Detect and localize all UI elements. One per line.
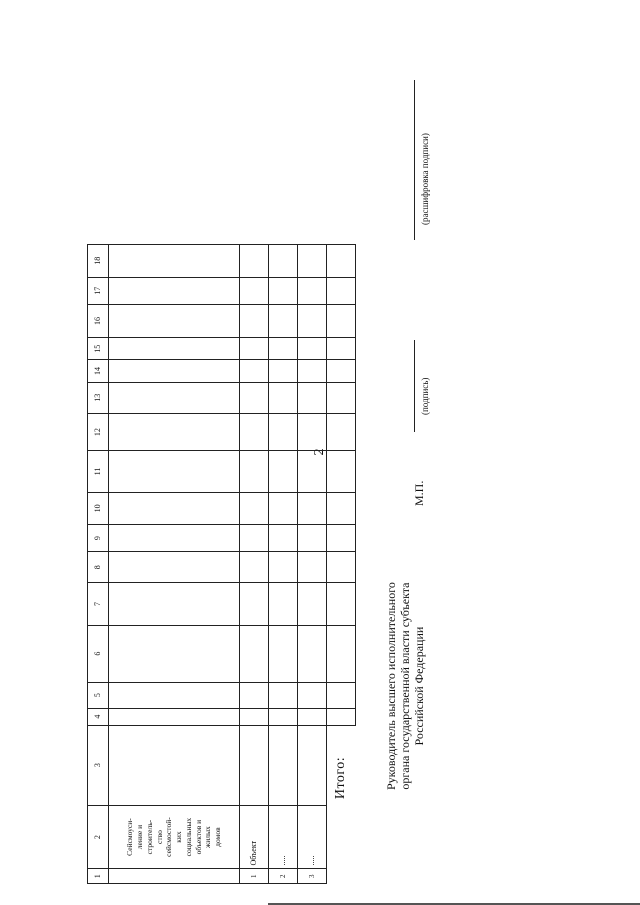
table-cell [269,382,298,413]
table-cell [327,492,356,524]
column-number: 4 [88,708,109,725]
table-cell [240,492,269,524]
table-cell [109,360,240,382]
table-cell [240,304,269,337]
table-row [240,245,269,884]
table-cell [109,625,240,682]
table-cell [240,277,269,304]
table-cell [298,304,327,337]
table-cell [109,725,240,805]
column-number: 12 [88,413,109,451]
table-cell [109,869,240,884]
table-cell [240,413,269,451]
table-cell [298,492,327,524]
table-cell [269,360,298,382]
table-cell [298,625,327,682]
table-cell [269,338,298,360]
signature-line [414,340,415,432]
table-row [298,245,327,884]
table-cell [298,382,327,413]
description-line: объектов и [193,819,203,855]
table-cell [327,552,356,583]
column-number: 9 [88,525,109,552]
table-cell [269,525,298,552]
table-cell [327,869,356,884]
column-number: 17 [88,277,109,304]
table-cell [240,583,269,625]
row-number: 3 [298,869,327,884]
column-number: 8 [88,552,109,583]
column-number: 14 [88,360,109,382]
table-cell [298,360,327,382]
column-number: 16 [88,304,109,337]
table-cell [109,492,240,524]
total-row [327,245,356,884]
table-cell [269,682,298,708]
table-cell [298,708,327,725]
table-cell [327,682,356,708]
table-cell [269,492,298,524]
description-line: ких [174,831,183,843]
table-cell [109,451,240,492]
table-cell [327,583,356,625]
description-row [109,245,240,884]
column-number: 11 [88,451,109,492]
table-cell [298,448,327,492]
column-number: 10 [88,492,109,524]
column-number: 6 [88,625,109,682]
table-cell [327,304,356,337]
table-cell [298,245,327,278]
table-cell [298,525,327,552]
table-cell [327,360,356,382]
table-row [269,245,298,884]
table-cell [269,583,298,625]
table-cell [109,583,240,625]
table-cell [327,525,356,552]
row-number: 1 [240,869,269,884]
table-cell [269,625,298,682]
table-cell [240,682,269,708]
table-cell [269,277,298,304]
description-line: домов [213,827,222,847]
table-cell [240,451,269,492]
description-line: жилых [203,826,213,848]
table-cell [240,382,269,413]
table-cell [327,245,356,278]
column-2-description [109,805,240,869]
table-cell [327,382,356,413]
total-label: Итого: [327,725,356,805]
table-cell [240,552,269,583]
table-cell [109,525,240,552]
column-number: 3 [88,725,109,805]
signature-decoding-caption: (расшифровка подписи) [420,133,430,225]
table-cell [298,725,327,805]
column-number: 7 [88,583,109,625]
description-line: строитель- [144,819,154,855]
table-cell [269,451,298,492]
column-number: 18 [88,245,109,278]
table-cell [240,708,269,725]
table-cell [109,552,240,583]
table-cell [298,338,327,360]
report-table [87,244,356,884]
table-cell [269,245,298,278]
column-number: 5 [88,682,109,708]
table-cell [269,304,298,337]
signature-decoding-line [414,80,415,240]
official-title-line: Российской Федерации [412,626,426,746]
row-label: ..... [298,805,327,869]
description-line: ство [154,830,164,844]
table-cell [298,413,327,451]
table-cell [240,625,269,682]
official-title-line: Руководитель высшего исполнительного [384,582,398,790]
table-cell [109,682,240,708]
table-cell [269,725,298,805]
table-cell [109,245,240,278]
row-label: ..... [269,805,298,869]
table-cell [109,304,240,337]
description-line: Сейсмоуси- [125,818,135,856]
row-label: Объект [240,805,269,869]
table-cell [269,413,298,451]
table-cell [327,413,356,451]
report-table-container [87,244,356,884]
column-number: 1 [88,869,109,884]
table-cell [327,805,356,869]
table-cell [327,708,356,725]
table-cell [240,360,269,382]
table-cell [298,682,327,708]
description-line: сейсмостой- [164,817,174,857]
column-number: 13 [88,382,109,413]
description-line: социальных [183,817,193,857]
page-number: 2 [312,448,327,456]
table-cell [269,708,298,725]
table-cell [240,725,269,805]
table-cell [298,552,327,583]
signature-caption: (подпись) [420,377,430,415]
official-title [384,582,426,790]
table-cell [298,277,327,304]
table-cell [109,277,240,304]
column-number: 2 [88,805,109,869]
table-cell [327,338,356,360]
table-cell [240,245,269,278]
column-number-row [88,245,109,884]
table-cell [327,451,356,492]
table-cell [240,338,269,360]
table-cell [327,277,356,304]
table-cell [109,338,240,360]
stamp-placeholder: М.П. [412,480,426,506]
table-cell [269,552,298,583]
table-cell [109,382,240,413]
official-title-line: органа государственной власти субъекта [398,582,412,790]
column-number: 15 [88,338,109,360]
table-cell [109,708,240,725]
table-cell [327,625,356,682]
table-cell [240,525,269,552]
table-cell [298,583,327,625]
description-line: ление и [135,824,144,850]
table-cell [109,413,240,451]
row-number: 2 [269,869,298,884]
